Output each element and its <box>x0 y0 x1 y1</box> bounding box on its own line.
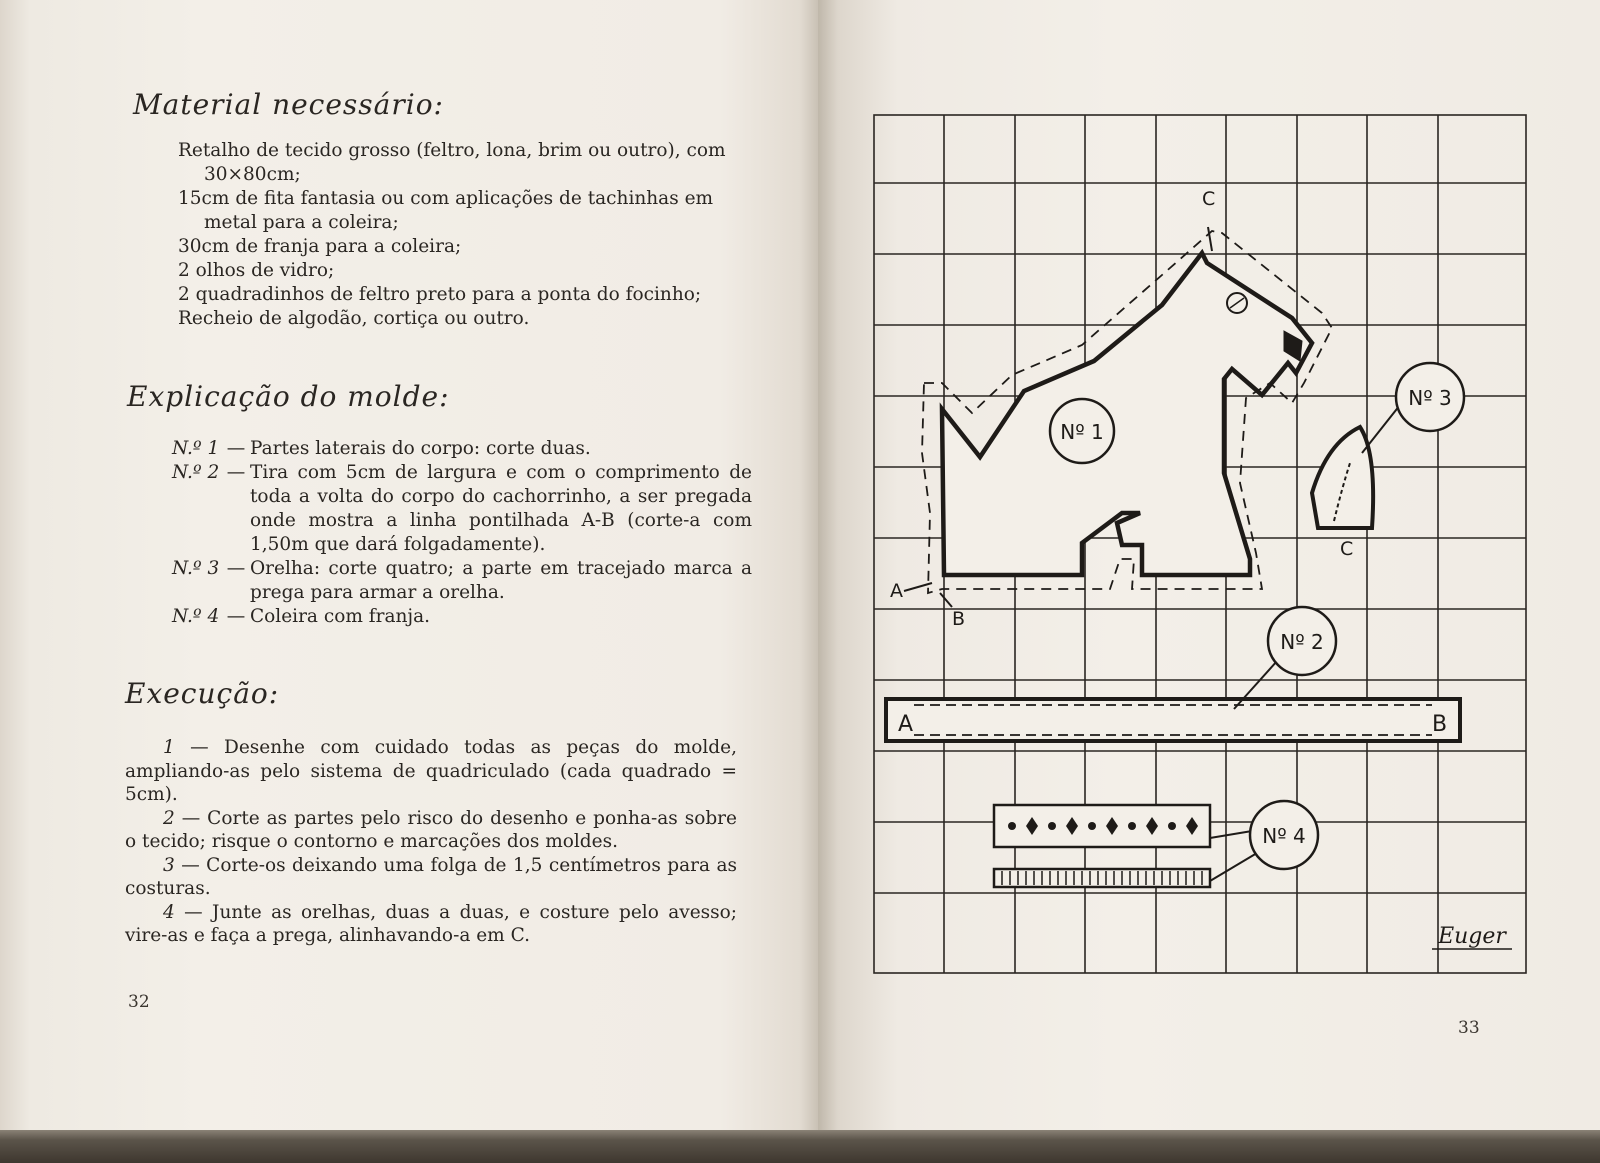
book-edge-shadow <box>0 1130 1600 1163</box>
stud <box>1008 822 1016 830</box>
item-number: N.º 1 <box>172 438 220 459</box>
item-number: N.º 3 <box>172 558 220 579</box>
label-a-body: A <box>890 580 903 602</box>
item-text: Coleira com franja. <box>250 606 431 627</box>
left-page <box>0 0 818 1130</box>
item-dash: — <box>226 558 246 579</box>
ear-outline <box>1312 427 1373 528</box>
collar-pointer-2 <box>1210 853 1257 881</box>
item-number: N.º 4 <box>172 606 220 627</box>
explicacao-item <box>172 437 752 461</box>
material-item: 2 olhos de vidro; <box>178 260 335 281</box>
stud <box>1168 822 1176 830</box>
label-b-body: B <box>952 608 966 630</box>
explicacao-item <box>172 605 752 629</box>
execucao-step <box>125 854 737 901</box>
collar-pointer-1 <box>1210 831 1252 838</box>
page-number-right: 33 <box>1458 1018 1480 1038</box>
execucao-heading: Execução: <box>125 677 280 710</box>
pattern-grid-diagram <box>872 113 1532 977</box>
label-n2-text: Nº 2 <box>1280 630 1324 654</box>
explicacao-item <box>172 557 752 605</box>
label-n4-text: Nº 4 <box>1262 824 1306 848</box>
explicacao-heading: Explicação do molde: <box>127 380 450 413</box>
ear-piece <box>1312 363 1464 560</box>
illustrator-signature: Euger <box>1438 924 1506 949</box>
page-number-left: 32 <box>128 992 150 1012</box>
item-dash: — <box>226 606 246 627</box>
label-a-strip: A <box>898 712 914 737</box>
stud <box>1128 822 1136 830</box>
label-n1-text: Nº 1 <box>1060 420 1104 444</box>
body-outline <box>942 253 1312 575</box>
step-text: — Desenhe com cuidado todas as peças do molde, ampliando-as pelo sistema de quadriculado (cada quadrado = 5cm). <box>125 737 737 805</box>
label-n3-text: Nº 3 <box>1408 386 1452 410</box>
material-item: Recheio de algodão, cortiça ou outro. <box>178 308 530 329</box>
material-item: 30cm de franja para a coleira; <box>178 236 462 257</box>
label-n1 <box>1050 399 1114 463</box>
strip-piece <box>886 607 1460 741</box>
material-heading: Material necessário: <box>133 88 444 121</box>
step-number: 2 <box>163 807 175 829</box>
step-number: 4 <box>163 901 175 923</box>
material-item: 15cm de fita fantasia ou com aplicações de tachinhas em metal para a coleira; <box>178 188 714 233</box>
label-c-ear: C <box>1340 538 1354 560</box>
item-dash: — <box>226 462 246 483</box>
item-text: Orelha: corte quatro; a parte em tracejado marca a prega para armar a orelha. <box>250 558 752 603</box>
material-item: Retalho de tecido grosso (feltro, lona, brim ou outro), com 30×80cm; <box>178 140 726 185</box>
item-text: Tira com 5cm de largura e com o comprimento de toda a volta do corpo do cachorrinho, a ser pregada onde mostra a linha pontilhada A-B (corte-a com 1,50m que dará folgadamente). <box>250 462 752 555</box>
item-text: Partes laterais do corpo: corte duas. <box>250 438 591 459</box>
stud <box>1088 822 1096 830</box>
step-number: 3 <box>163 854 175 876</box>
execucao-step <box>125 807 737 854</box>
collar-piece <box>994 801 1318 887</box>
execucao-list <box>125 736 737 948</box>
execucao-step <box>125 901 737 948</box>
item-dash: — <box>226 438 246 459</box>
explicacao-list <box>172 437 752 629</box>
materials-list <box>178 139 748 331</box>
b-pointer <box>940 593 952 607</box>
step-text: — Junte as orelhas, duas a duas, e costure pelo avesso; vire-as e faça a prega, alinhavando-a em C. <box>125 901 737 946</box>
step-number: 1 <box>163 737 175 758</box>
step-text: — Corte-os deixando uma folga de 1,5 centímetros para as costuras. <box>125 854 737 899</box>
label-c-top: C <box>1202 188 1216 210</box>
step-text: — Corte as partes pelo risco do desenho e ponha-as sobre o tecido; risque o contorno e marcações dos moldes. <box>125 807 737 852</box>
item-number: N.º 2 <box>172 462 220 483</box>
label-b-strip: B <box>1432 712 1448 737</box>
stud <box>1048 822 1056 830</box>
material-item: 2 quadradinhos de feltro preto para a ponta do focinho; <box>178 284 702 305</box>
explicacao-item <box>172 461 752 557</box>
execucao-step <box>125 736 737 807</box>
